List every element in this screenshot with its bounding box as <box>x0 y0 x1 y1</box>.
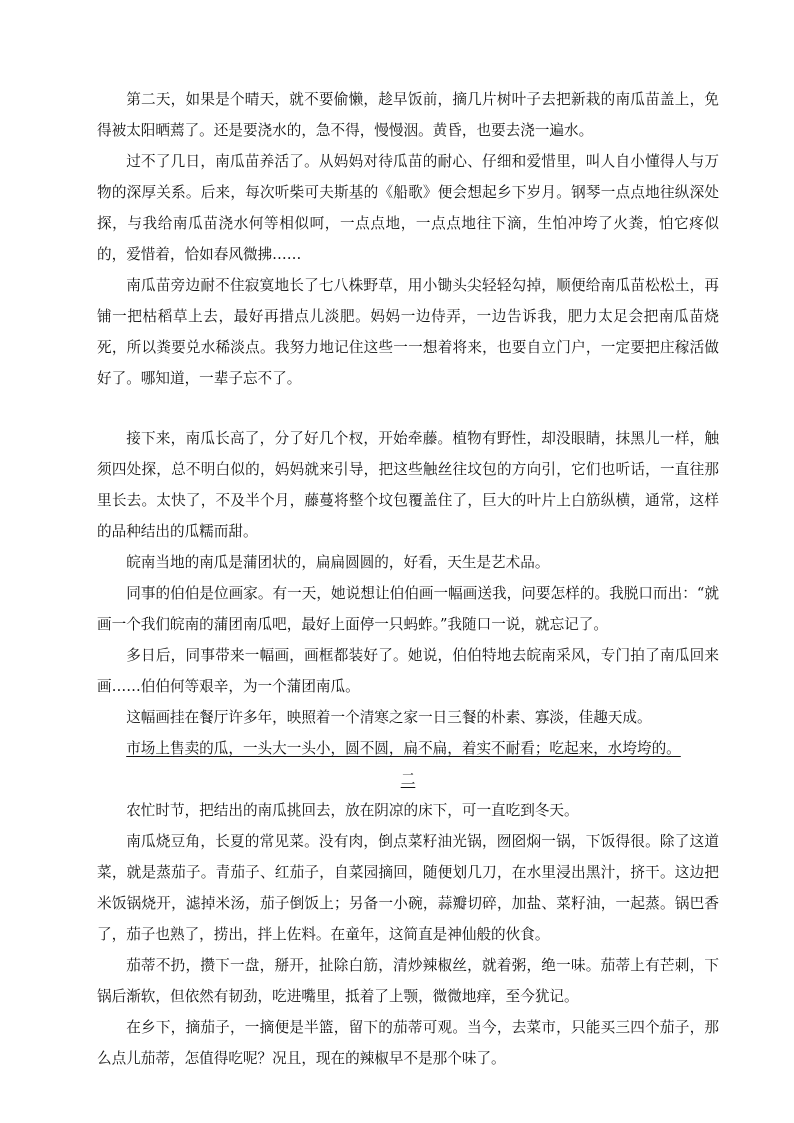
paragraph: 南瓜烧豆角，长夏的常见菜。没有肉，倒点菜籽油光锅，囫囵焖一锅，下饭得很。除了这道菜，就是蒸茄子。青茄子、红茄子，自菜园摘回，随便划几刀，在水里浸出黑汁，挤干。这边把米饭锅烧开，滤掉米汤，茄子倒饭上；另备一小碗，蒜瓣切碎，加盐、菜籽油，一起蒸。锅巴香了，茄子也熟了，捞出，拌上佐料。在童年，这简直是神仙般的伙食。 <box>97 833 719 943</box>
paragraph: 农忙时节，把结出的南瓜挑回去，放在阴凉的床下，可一直吃到冬天。 <box>126 802 579 819</box>
paragraph: 皖南当地的南瓜是蒲团状的，扁扁圆圆的，好看，天生是艺术品。 <box>126 554 550 571</box>
paragraph: 接下来，南瓜长高了，分了好几个杈，开始牵藤。植物有野性，却没眼睛，抹黑儿一样，触须四处探，总不明白似的，妈妈就来引导，把这些触丝往坟包的方向引，它们也听话，一直往那里长去。太快了，不及半个月，藤蔓将整个坟包覆盖住了，巨大的叶片上白筋纵横，通常，这样的品种结出的瓜糯而甜。 <box>97 430 719 540</box>
underlined-text: 市场上售卖的瓜，一头大一头小，圆不圆，扁不扁，着实不耐看；吃起来，水垮垮的。 <box>126 740 681 757</box>
paragraph-gap <box>97 394 719 423</box>
section-heading <box>97 764 719 795</box>
paragraph: 同事的伯伯是位画家。有一天，她说想让伯伯画一幅画送我，问要怎样的。我脱口而出：“就画一个我们皖南的蒲团南瓜吧，最好上面停一只蚂蚱。”我随口一说，就忘记了。 <box>97 585 719 633</box>
paragraph: 南瓜苗旁边耐不住寂寞地长了七八株野草，用小锄头尖轻轻勾掉，顺便给南瓜苗松松土，再铺一把枯稻草上去，最好再措点儿淡肥。妈妈一边侍弄，一边告诉我，肥力太足会把南瓜苗烧死，所以粪要兑水稀淡点。我努力地记住这些一一想着将来，也要自立门户，一定要把庄稼活做好了。哪知道，一辈子忘不了。 <box>97 277 719 387</box>
paragraph: 在乡下，摘茄子，一摘便是半篮，留下的茄蒂可观。当今，去菜市，只能买三四个茄子，那么点儿茄蒂，怎值得吃呢？况且，现在的辣椒早不是那个味了。 <box>97 1019 719 1067</box>
section-number: 二 <box>400 771 416 788</box>
paragraph: 这幅画挂在餐厅许多年，映照着一个清寒之家一日三餐的朴素、寡淡，佳趣天成。 <box>126 709 652 726</box>
paragraph: 第二天，如果是个晴天，就不要偷懒，趁早饭前，摘几片树叶子去把新栽的南瓜苗盖上，免得被太阳晒蔫了。还是要浇水的，急不得，慢慢洇。黄昏，也要去浇一遍水。 <box>97 91 719 139</box>
paragraph: 茄蒂不扔，攒下一盘，掰开，扯除白筋，清炒辣椒丝，就着粥，绝一味。茄蒂上有芒刺，下锅后渐软，但依然有韧劲，吃进嘴里，抵着了上颚，微微地痒，至今犹记。 <box>97 957 719 1005</box>
paragraph: 过不了几日，南瓜苗养活了。从妈妈对待瓜苗的耐心、仔细和爱惜里，叫人自小懂得人与万物的深厚关系。后来，每次听柴可夫斯基的《船歌》便会想起乡下岁月。钢琴一点点地往纵深处探，与我给南瓜苗浇水何等相似呵，一点点地，一点点地往下滴，生怕冲垮了火粪，怕它疼似的，爱惜着，恰如春风微拂…… <box>97 153 719 263</box>
paragraph: 多日后，同事带来一幅画，画框都装好了。她说，伯伯特地去皖南采风，专门拍了南瓜回来画……伯伯何等艰辛，为一个蒲团南瓜。 <box>97 647 719 695</box>
article-body <box>97 84 719 1074</box>
underlined-paragraph <box>97 733 719 764</box>
